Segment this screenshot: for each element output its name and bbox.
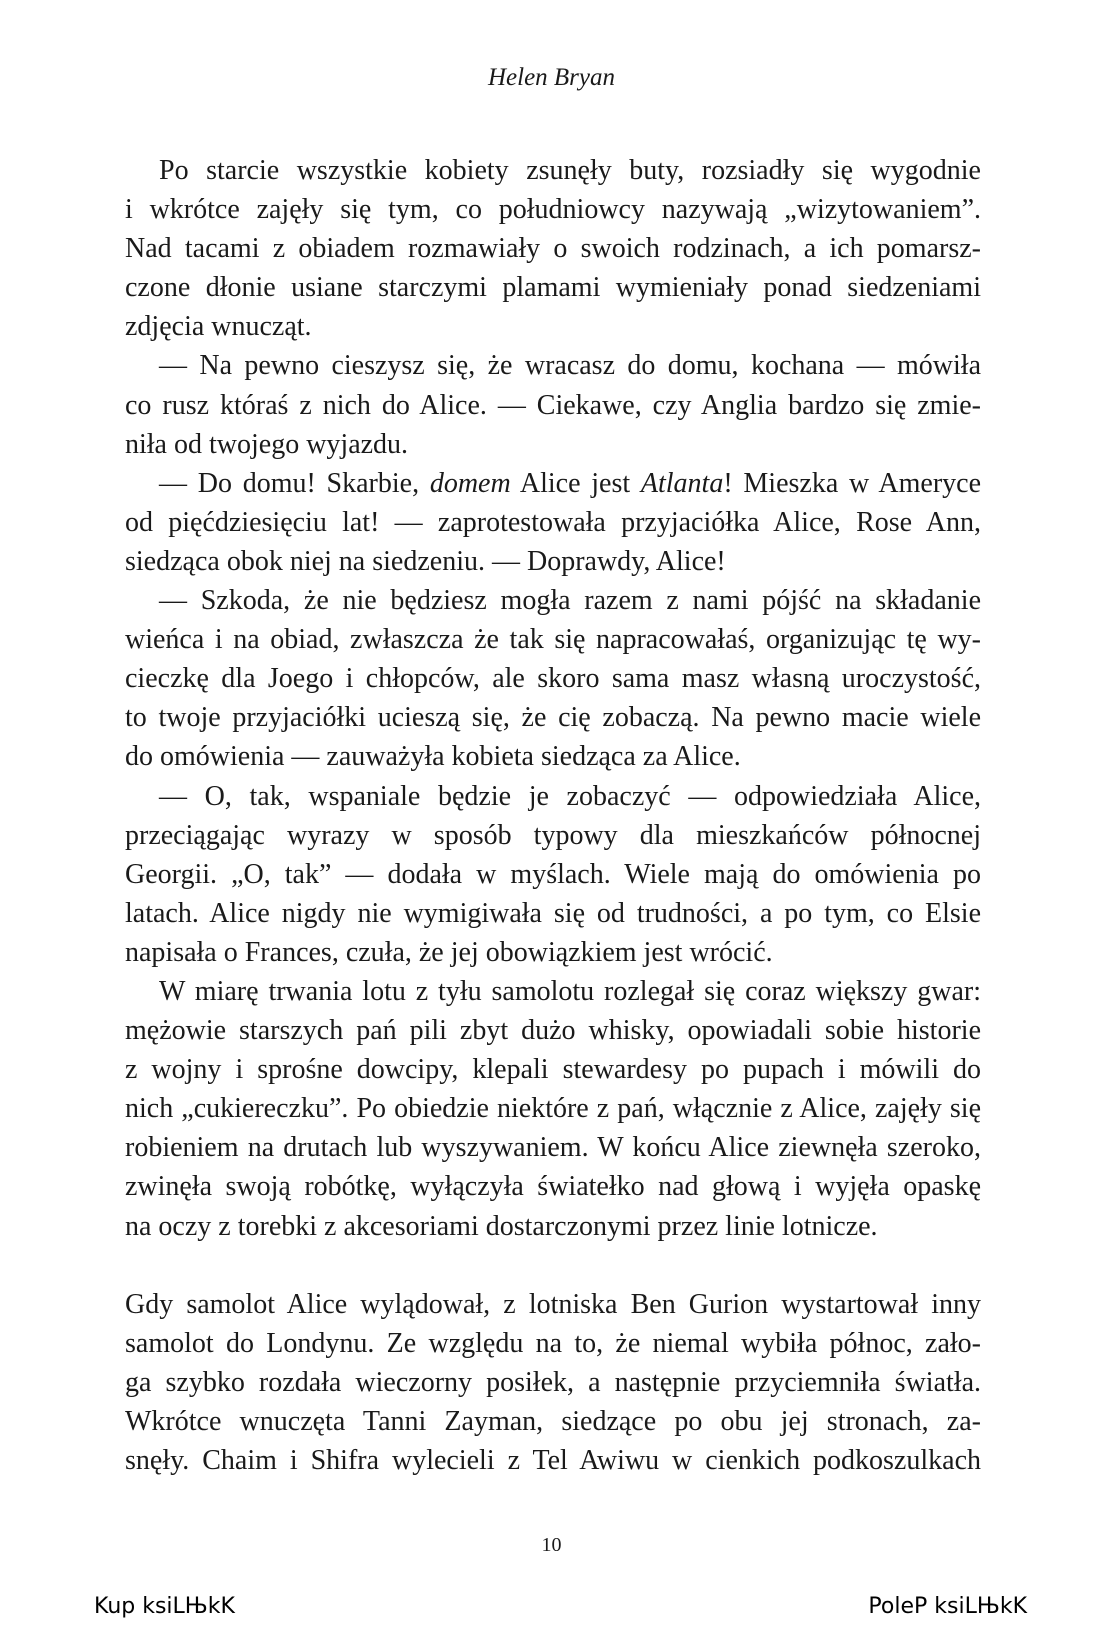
text-line: latach. Alice nigdy nie wymigiwała się od trudności, a po tym, co Elsie: [125, 897, 981, 929]
text-line: mężowie starszych pań pili zbyt dużo whisky, opowiadali sobie historie: [125, 1015, 981, 1047]
section-break: [125, 1246, 981, 1285]
text-line: W miarę trwania lotu z tyłu samolotu rozlegał się coraz większy gwar:: [159, 975, 981, 1007]
text-line: cieczkę dla Joego i chłopców, ale skoro sama masz własną uroczystość,: [125, 663, 981, 695]
text-line: siedząca obok niej na siedzeniu. — Doprawdy, Alice!: [125, 545, 726, 577]
recommend-book-link[interactable]: PoleP ksiLЊkK: [868, 1594, 1027, 1619]
text-line: na oczy z torebki z akcesoriami dostarczonymi przez linie lotnicze.: [125, 1210, 878, 1242]
text-block-2: [125, 503, 981, 1246]
text-line: zdjęcia wnucząt.: [125, 311, 312, 343]
text-line: co rusz któraś z nich do Alice. — Ciekawe, czy Anglia bardzo się zmie-: [125, 389, 981, 421]
running-header-author: Helen Bryan: [487, 64, 616, 91]
body-text: [125, 151, 981, 1480]
text-line-domem: — Do domu! Skarbie, domem Alice jest Atlanta! Mieszka w Ameryce: [159, 467, 981, 499]
text-line: to twoje przyjaciółki ucieszą się, że cię zobaczą. Na pewno macie wiele: [125, 702, 981, 734]
text-line: nich „cukiereczku”. Po obiedzie niektóre z pań, włącznie z Alice, zajęły się: [125, 1093, 981, 1125]
page-number: 10: [541, 1534, 562, 1556]
text-line: — Na pewno cieszysz się, że wracasz do domu, kochana — mówiła: [159, 350, 981, 382]
buy-book-link[interactable]: Kup ksiLЊkK: [94, 1594, 235, 1619]
text-line: Po starcie wszystkie kobiety zsunęły buty, rozsiadły się wygodnie: [159, 155, 981, 186]
text-block-3: [125, 1285, 981, 1480]
text-line: do omówienia — zauważyła kobieta siedząca za Alice.: [125, 741, 741, 773]
text-block-1: [125, 151, 981, 464]
text-line: napisała o Frances, czuła, że jej obowiązkiem jest wrócić.: [125, 936, 773, 968]
text-line: czone dłonie usiane starczymi plamami wymieniały ponad siedzeniami: [125, 272, 981, 304]
text-line: snęły. Chaim i Shifra wylecieli z Tel Awiwu w cienkich podkoszulkach: [125, 1445, 981, 1476]
text-line: ga szybko rozdała wieczorny posiłek, a następnie przyciemniła światła.: [125, 1366, 981, 1398]
text-line: i wkrótce zajęły się tym, co południowcy nazywają „wizytowaniem”.: [125, 194, 981, 226]
text-line: — O, tak, wspaniale będzie je zobaczyć — odpowiedziała Alice,: [159, 780, 981, 812]
text-line: samolot do Londynu. Ze względu na to, że niemal wybiła północ, zało-: [125, 1327, 981, 1359]
text-line: Gdy samolot Alice wylądował, z lotniska Ben Gurion wystartował inny: [125, 1288, 981, 1320]
text-line: zwinęła swoją robótkę, wyłączyła światełko nad głową i wyjęła opaskę: [125, 1171, 981, 1203]
text-line: robieniem na drutach lub wyszywaniem. W końcu Alice ziewnęła szeroko,: [125, 1132, 981, 1164]
text-line: niła od twojego wyjazdu.: [125, 428, 409, 460]
text-line: Georgii. „O, tak” — dodała w myślach. Wiele mają do omówienia po: [125, 858, 981, 890]
text-line: przeciągając wyrazy w sposób typowy dla mieszkańców północnej: [125, 819, 981, 851]
text-line: z wojny i sprośne dowcipy, klepali stewardesy po pupach i mówili do: [125, 1054, 981, 1086]
text-line: Nad tacami z obiadem rozmawiały o swoich rodzinach, a ich pomarsz-: [125, 233, 981, 265]
text-line: Wkrótce wnuczęta Tanni Zayman, siedzące po obu jej stronach, za-: [125, 1405, 981, 1437]
text-line: od pięćdziesięciu lat! — zaprotestowała przyjaciółka Alice, Rose Ann,: [125, 506, 981, 538]
text-line: wieńca i na obiad, zwłaszcza że tak się napracowałaś, organizując tę wy-: [125, 624, 981, 656]
text-line: — Szkoda, że nie będziesz mogła razem z nami pójść na składanie: [159, 585, 981, 617]
